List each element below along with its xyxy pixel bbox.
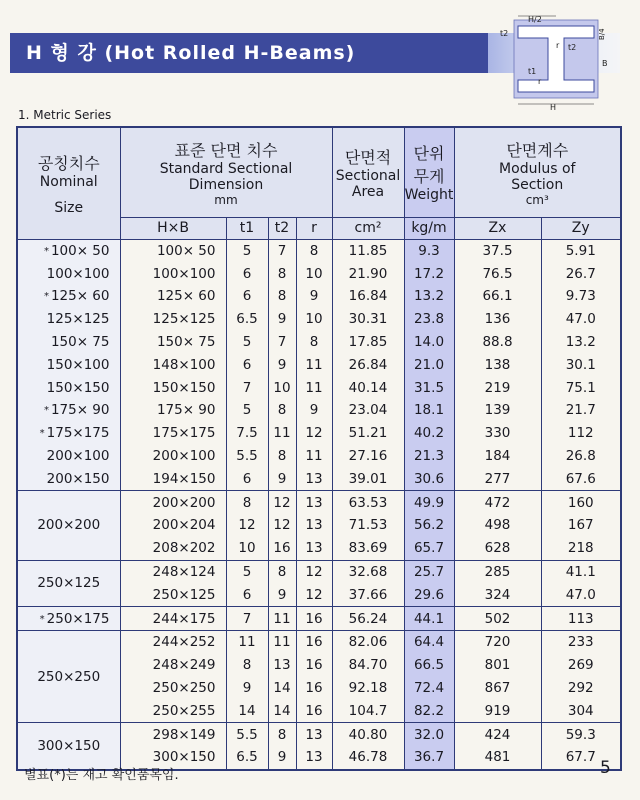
zx-cell: 184: [454, 445, 541, 468]
r-cell: 13: [296, 467, 332, 490]
zx-cell: 136: [454, 308, 541, 331]
weight-cell: 64.4: [404, 631, 454, 654]
zx-cell: 424: [454, 723, 541, 746]
weight-ko2: 무게: [413, 167, 445, 187]
area-cell: 82.06: [332, 631, 404, 654]
weight-ko1: 단위: [413, 144, 445, 164]
table-row: [17, 353, 621, 376]
nominal-size-cell: 150×150: [17, 376, 120, 399]
col-hb: H×B: [120, 217, 226, 239]
table-row: [17, 399, 621, 422]
weight-cell: 40.2: [404, 422, 454, 445]
area-cell: 56.24: [332, 607, 404, 631]
weight-cell: 21.0: [404, 353, 454, 376]
t1-cell: 5: [226, 239, 268, 262]
r-cell: 8: [296, 239, 332, 262]
zy-cell: 75.1: [541, 376, 621, 399]
weight-cell: 65.7: [404, 537, 454, 560]
t1-cell: 5: [226, 399, 268, 422]
weight-cell: 18.1: [404, 399, 454, 422]
area-cell: 92.18: [332, 677, 404, 700]
t2-cell: 8: [268, 445, 296, 468]
t2-cell: 7: [268, 331, 296, 354]
area-cell: 104.7: [332, 699, 404, 722]
area-cell: 83.69: [332, 537, 404, 560]
zy-cell: 21.7: [541, 399, 621, 422]
zy-cell: 167: [541, 514, 621, 537]
weight-cell: 36.7: [404, 746, 454, 770]
mod-en1: Modulus of: [499, 160, 576, 177]
t1-cell: 14: [226, 699, 268, 722]
weight-cell: 31.5: [404, 376, 454, 399]
std-ko: 표준 단면 치수: [174, 140, 278, 160]
mod-ko: 단면계수: [506, 140, 569, 160]
table-row: [17, 262, 621, 285]
col-weight-header: [404, 127, 454, 217]
weight-cell: 9.3: [404, 239, 454, 262]
area-cell: 71.53: [332, 514, 404, 537]
hxb-cell: 148×100: [120, 353, 226, 376]
page-title-banner: [10, 33, 488, 73]
hxb-cell: 100× 50: [120, 239, 226, 262]
zx-cell: 66.1: [454, 285, 541, 308]
nominal-size-cell: 150×100: [17, 353, 120, 376]
zx-cell: 801: [454, 654, 541, 677]
zx-cell: 867: [454, 677, 541, 700]
zy-cell: 113: [541, 607, 621, 631]
diagram-r-label: r: [556, 41, 560, 50]
zx-cell: 139: [454, 399, 541, 422]
t2-cell: 14: [268, 677, 296, 700]
series-label: 1. Metric Series: [18, 108, 112, 122]
col-nominal-header: [17, 127, 120, 239]
zx-cell: 88.8: [454, 331, 541, 354]
t2-cell: 7: [268, 239, 296, 262]
weight-cell: 32.0: [404, 723, 454, 746]
r-cell: 10: [296, 262, 332, 285]
zy-cell: 269: [541, 654, 621, 677]
hxb-cell: 175× 90: [120, 399, 226, 422]
t1-cell: 10: [226, 537, 268, 560]
col-modulus-header: [454, 127, 621, 217]
area-cell: 11.85: [332, 239, 404, 262]
nominal-size-cell: * 125× 60: [17, 285, 120, 308]
zy-cell: 233: [541, 631, 621, 654]
zy-cell: 30.1: [541, 353, 621, 376]
weight-cell: 30.6: [404, 467, 454, 490]
area-cell: 27.16: [332, 445, 404, 468]
hxb-cell: 194×150: [120, 467, 226, 490]
stock-star-icon: *: [39, 428, 45, 440]
nominal-size-cell: 200×200: [17, 491, 120, 560]
t2-cell: 9: [268, 746, 296, 770]
zy-cell: 47.0: [541, 583, 621, 606]
area-cell: 63.53: [332, 491, 404, 514]
t1-cell: 5: [226, 331, 268, 354]
hxb-cell: 200×204: [120, 514, 226, 537]
hxb-cell: 125× 60: [120, 285, 226, 308]
area-cell: 30.31: [332, 308, 404, 331]
mod-unit: cm³: [525, 192, 549, 207]
col-r: r: [296, 217, 332, 239]
t2-cell: 13: [268, 654, 296, 677]
mod-en2: Section: [511, 176, 564, 193]
area-en1: Sectional: [335, 167, 401, 184]
area-en2: Area: [351, 183, 385, 200]
zy-cell: 160: [541, 491, 621, 514]
hxb-cell: 250×125: [120, 583, 226, 606]
area-ko: 단면적: [344, 147, 392, 167]
h-beam-table: [16, 126, 622, 771]
hxb-cell: 250×250: [120, 677, 226, 700]
stock-star-icon: *: [39, 613, 45, 625]
nominal-size-cell: 150× 75: [17, 331, 120, 354]
table-row: [17, 445, 621, 468]
area-cell: 21.90: [332, 262, 404, 285]
nominal-size-cell: * 175×175: [17, 422, 120, 445]
t1-cell: 6.5: [226, 308, 268, 331]
t1-cell: 8: [226, 491, 268, 514]
std-en1: Standard Sectional: [159, 160, 293, 177]
area-cell: 40.14: [332, 376, 404, 399]
page-number: 5: [600, 758, 611, 778]
nominal-size-cell: 125×125: [17, 308, 120, 331]
area-cell: 32.68: [332, 560, 404, 583]
hxb-cell: 298×149: [120, 723, 226, 746]
col-area-header: [332, 127, 404, 217]
r-cell: 9: [296, 285, 332, 308]
table-row: [17, 560, 621, 583]
nominal-en: Nominal: [39, 173, 98, 190]
stock-star-icon: *: [43, 245, 49, 257]
zy-cell: 9.73: [541, 285, 621, 308]
t1-cell: 6: [226, 583, 268, 606]
r-cell: 13: [296, 723, 332, 746]
area-cell: 17.85: [332, 331, 404, 354]
stock-star-icon: *: [43, 405, 49, 417]
area-cell: 23.04: [332, 399, 404, 422]
hxb-cell: 250×255: [120, 699, 226, 722]
hxb-cell: 300×150: [120, 746, 226, 770]
zy-cell: 218: [541, 537, 621, 560]
t2-cell: 12: [268, 514, 296, 537]
t1-cell: 7.5: [226, 422, 268, 445]
t1-cell: 5.5: [226, 445, 268, 468]
zx-cell: 324: [454, 583, 541, 606]
nominal-size-cell: 300×150: [17, 723, 120, 770]
hxb-cell: 100×100: [120, 262, 226, 285]
r-cell: 11: [296, 353, 332, 376]
r-cell: 10: [296, 308, 332, 331]
area-cell: 39.01: [332, 467, 404, 490]
r-cell: 16: [296, 677, 332, 700]
table-row: [17, 723, 621, 746]
t1-cell: 11: [226, 631, 268, 654]
footnote: 별표(*)는 재고 확인품목임.: [24, 768, 179, 783]
hxb-cell: 208×202: [120, 537, 226, 560]
t1-cell: 7: [226, 376, 268, 399]
weight-cell: 82.2: [404, 699, 454, 722]
zx-cell: 330: [454, 422, 541, 445]
hxb-cell: 200×200: [120, 491, 226, 514]
nominal-size-cell: 250×125: [17, 560, 120, 607]
r-cell: 11: [296, 376, 332, 399]
zy-cell: 67.6: [541, 467, 621, 490]
page-title: H 형 강 (Hot Rolled H-Beams): [26, 42, 356, 64]
t1-cell: 8: [226, 654, 268, 677]
nominal-size-cell: * 175× 90: [17, 399, 120, 422]
hxb-cell: 125×125: [120, 308, 226, 331]
t2-cell: 9: [268, 467, 296, 490]
nominal-size-cell: * 100× 50: [17, 239, 120, 262]
hxb-cell: 175×175: [120, 422, 226, 445]
r-cell: 13: [296, 514, 332, 537]
zy-cell: 41.1: [541, 560, 621, 583]
t2-cell: 14: [268, 699, 296, 722]
weight-cell: 44.1: [404, 607, 454, 631]
zy-cell: 26.8: [541, 445, 621, 468]
nominal-size-cell: 250×250: [17, 631, 120, 723]
zy-cell: 292: [541, 677, 621, 700]
zx-cell: 498: [454, 514, 541, 537]
mm-label: mm: [214, 192, 238, 207]
zx-cell: 481: [454, 746, 541, 770]
table-body: [17, 239, 621, 770]
nominal-size-cell: 200×100: [17, 445, 120, 468]
area-cell: 37.66: [332, 583, 404, 606]
weight-cell: 29.6: [404, 583, 454, 606]
r-cell: 12: [296, 560, 332, 583]
zx-cell: 285: [454, 560, 541, 583]
table-row: [17, 422, 621, 445]
t2-cell: 8: [268, 399, 296, 422]
table-row: [17, 308, 621, 331]
hxb-cell: 150×150: [120, 376, 226, 399]
t2-cell: 12: [268, 491, 296, 514]
zy-cell: 112: [541, 422, 621, 445]
t2-cell: 8: [268, 560, 296, 583]
col-t2: t2: [268, 217, 296, 239]
diagram-t2b-label: t2: [568, 43, 577, 52]
t1-cell: 5.5: [226, 723, 268, 746]
col-zx: Zx: [454, 217, 541, 239]
zx-cell: 219: [454, 376, 541, 399]
table-row: [17, 631, 621, 654]
t1-cell: 9: [226, 677, 268, 700]
area-cell: 46.78: [332, 746, 404, 770]
diagram-h2-label: H/2: [528, 15, 542, 24]
size-label: Size: [54, 199, 84, 216]
weight-en: Weight: [404, 187, 454, 204]
area-cell: 16.84: [332, 285, 404, 308]
area-cell: 51.21: [332, 422, 404, 445]
t2-cell: 8: [268, 723, 296, 746]
area-cell: 26.84: [332, 353, 404, 376]
t1-cell: 6: [226, 285, 268, 308]
weight-cell: 56.2: [404, 514, 454, 537]
col-weight-unit: kg/m: [404, 217, 454, 239]
zy-cell: 47.0: [541, 308, 621, 331]
hxb-cell: 200×100: [120, 445, 226, 468]
table-row: [17, 491, 621, 514]
nominal-ko: 공칭치수: [37, 153, 100, 173]
weight-cell: 25.7: [404, 560, 454, 583]
zx-cell: 502: [454, 607, 541, 631]
weight-cell: 49.9: [404, 491, 454, 514]
area-cell: 40.80: [332, 723, 404, 746]
r-cell: 13: [296, 537, 332, 560]
diagram-t2-label: t2: [500, 29, 509, 38]
zx-cell: 919: [454, 699, 541, 722]
diagram-h-label: H: [550, 103, 557, 110]
diagram-r2-label: r: [538, 77, 542, 86]
r-cell: 16: [296, 607, 332, 631]
table-row: [17, 239, 621, 262]
hxb-cell: 248×249: [120, 654, 226, 677]
t1-cell: 5: [226, 560, 268, 583]
t1-cell: 6.5: [226, 746, 268, 770]
col-standard-header: [120, 127, 332, 217]
table-row: [17, 607, 621, 631]
t2-cell: 8: [268, 262, 296, 285]
t2-cell: 10: [268, 376, 296, 399]
r-cell: 11: [296, 445, 332, 468]
weight-cell: 66.5: [404, 654, 454, 677]
hxb-cell: 150× 75: [120, 331, 226, 354]
table-row: [17, 376, 621, 399]
t1-cell: 6: [226, 353, 268, 376]
h-beam-diagram: [498, 6, 616, 110]
t1-cell: 12: [226, 514, 268, 537]
t1-cell: 6: [226, 467, 268, 490]
weight-cell: 21.3: [404, 445, 454, 468]
r-cell: 13: [296, 746, 332, 770]
r-cell: 16: [296, 699, 332, 722]
zx-cell: 472: [454, 491, 541, 514]
col-zy: Zy: [541, 217, 621, 239]
weight-cell: 17.2: [404, 262, 454, 285]
t2-cell: 16: [268, 537, 296, 560]
r-cell: 12: [296, 422, 332, 445]
weight-cell: 13.2: [404, 285, 454, 308]
zy-cell: 5.91: [541, 239, 621, 262]
t2-cell: 9: [268, 583, 296, 606]
r-cell: 8: [296, 331, 332, 354]
r-cell: 13: [296, 491, 332, 514]
zx-cell: 37.5: [454, 239, 541, 262]
nominal-size-cell: 200×150: [17, 467, 120, 490]
col-area-unit: cm²: [332, 217, 404, 239]
t2-cell: 11: [268, 607, 296, 631]
stock-star-icon: *: [43, 291, 49, 303]
zy-cell: 13.2: [541, 331, 621, 354]
weight-cell: 72.4: [404, 677, 454, 700]
t1-cell: 7: [226, 607, 268, 631]
zy-cell: 26.7: [541, 262, 621, 285]
r-cell: 9: [296, 399, 332, 422]
col-t1: t1: [226, 217, 268, 239]
t2-cell: 8: [268, 285, 296, 308]
weight-cell: 23.8: [404, 308, 454, 331]
hxb-cell: 248×124: [120, 560, 226, 583]
t2-cell: 9: [268, 308, 296, 331]
r-cell: 16: [296, 654, 332, 677]
t1-cell: 6: [226, 262, 268, 285]
hxb-cell: 244×175: [120, 607, 226, 631]
r-cell: 12: [296, 583, 332, 606]
std-en2: Dimension: [188, 176, 264, 193]
t2-cell: 11: [268, 631, 296, 654]
area-cell: 84.70: [332, 654, 404, 677]
weight-cell: 14.0: [404, 331, 454, 354]
nominal-size-cell: 100×100: [17, 262, 120, 285]
diagram-b-label: B: [602, 59, 608, 68]
r-cell: 16: [296, 631, 332, 654]
diagram-t1-label: t1: [528, 67, 537, 76]
nominal-size-cell: * 250×175: [17, 607, 120, 631]
hxb-cell: 244×252: [120, 631, 226, 654]
zy-cell: 59.3: [541, 723, 621, 746]
zx-cell: 720: [454, 631, 541, 654]
table-row: [17, 467, 621, 490]
zy-cell: 304: [541, 699, 621, 722]
zx-cell: 277: [454, 467, 541, 490]
zx-cell: 138: [454, 353, 541, 376]
t2-cell: 9: [268, 353, 296, 376]
t2-cell: 11: [268, 422, 296, 445]
zx-cell: 76.5: [454, 262, 541, 285]
zy-cell: 67.7: [541, 746, 621, 770]
table-row: [17, 331, 621, 354]
table-row: [17, 285, 621, 308]
diagram-b4-label: B/4: [598, 28, 606, 40]
zx-cell: 628: [454, 537, 541, 560]
